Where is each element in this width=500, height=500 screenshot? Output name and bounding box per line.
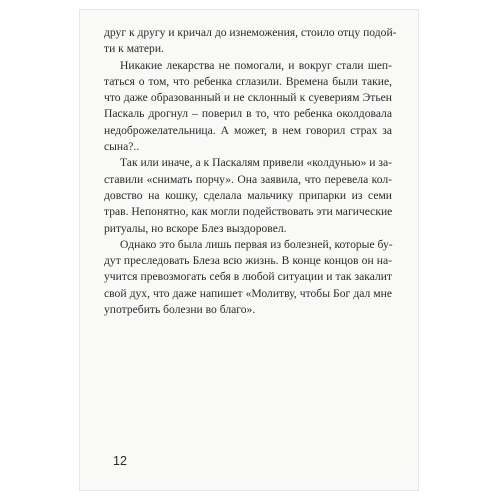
text-line: свой дух, что даже напишет «Молитву, чтобы Бог дал мне (104, 286, 392, 300)
paragraph (104, 25, 397, 58)
text-line: что даже образованный и не склонный к суевериям Этьен (104, 91, 392, 105)
text-line: дут преследовать Блеза всю жизнь. В конце концов он на- (104, 254, 392, 268)
book-page (80, 10, 418, 490)
text-line: Паскаль дрогнул – поверил в то, что ребенка околдовала (104, 107, 392, 121)
paragraph (104, 237, 392, 318)
text-line: друг к другу и кричал до изнеможения, стоило отцу подой- (104, 26, 397, 39)
text-line: недоброжелательница. А может, в нем говорил страх за (104, 123, 392, 137)
text-line: ти к матери. (104, 42, 164, 56)
text-line: ритуалы, но вскоре Блез выздоровел. (104, 221, 287, 235)
text-line: Так или иначе, а к Паскалям привели «колдунью» и за- (120, 156, 392, 170)
text-line: трав. Непонятно, как могли подействовать эти магические (104, 205, 393, 219)
body-text (104, 25, 397, 318)
page-number: 12 (113, 454, 127, 468)
text-line: Однако это была лишь первая из болезней, которые бу- (120, 237, 393, 251)
text-line: употребить болезни во благо». (104, 303, 256, 317)
paragraph (104, 58, 392, 156)
text-line: ставили «снимать порчу». Она заявила, что перевела кол- (104, 172, 392, 186)
text-line: сына?.. (104, 140, 140, 154)
text-line: Никакие лекарства не помогали, и вокруг стали шеп- (120, 58, 392, 72)
text-line: довство на кошку, сделала мальчику припарки из семи (104, 188, 392, 202)
text-line: учится превозмогать себя в любой ситуации и так закалит (104, 270, 392, 284)
text-line: таться о том, что ребенка сглазили. Времена были такие, (104, 74, 392, 88)
paragraph (104, 155, 392, 236)
